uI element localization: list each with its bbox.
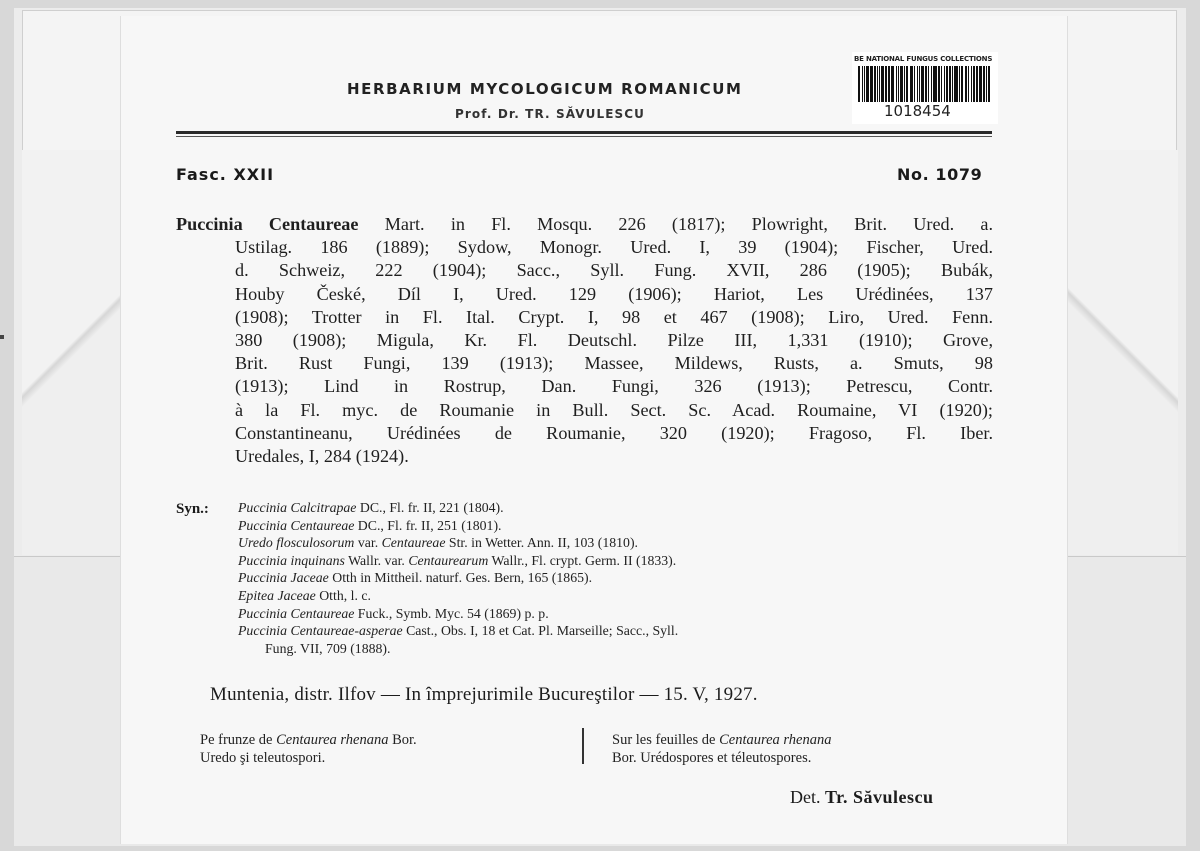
barcode-bar: [870, 66, 874, 102]
barcode-bar: [904, 66, 905, 102]
barcode-bar: [919, 66, 920, 102]
barcode-bar: [862, 66, 863, 102]
barcode-bar: [983, 66, 984, 102]
barcode-bar: [881, 66, 883, 102]
synonym-name: Puccinia Calcitrapae: [238, 500, 357, 515]
species-citation: [176, 213, 993, 468]
synonym-line: [238, 552, 994, 570]
citation-line: [176, 329, 993, 352]
envelope-left-flap: [22, 150, 122, 555]
citation-line: [176, 259, 993, 282]
barcode-bar: [933, 66, 937, 102]
barcode-bar: [959, 66, 960, 102]
synonym-line: [238, 622, 994, 640]
barcode-bar: [954, 66, 958, 102]
determiner: Det. Tr. Săvulescu: [790, 787, 934, 807]
host-ro-line-2: Uredo şi teleutospori.: [200, 750, 326, 766]
barcode-bar: [885, 66, 887, 102]
barcode-bar: [874, 66, 875, 102]
barcode-bar: [973, 66, 975, 102]
citation-line: [176, 213, 993, 236]
barcode-bar: [979, 66, 983, 102]
barcode-bar: [938, 66, 940, 102]
barcode-bar: [921, 66, 923, 102]
determiner-name: Tr. Săvulescu: [825, 787, 934, 807]
synonym-text: Cast., Obs. I, 18 et Cat. Pl. Marseille; Sacc., Syll.: [402, 623, 679, 639]
header-rule-thick: [176, 131, 992, 134]
fascicle-number: Fasc. XXII: [176, 165, 275, 184]
synonym-name: Puccinia Centaureae-asperae: [238, 623, 403, 639]
citation-text: Mart. in Fl. Mosqu. 226 (1817); Plowright, Brit. Ured. a.: [358, 214, 993, 234]
citation-text: Houby České, Díl I, Ured. 129 (1906); Hariot, Les Urédinées, 137: [235, 283, 993, 304]
citation-line: [176, 283, 993, 306]
barcode-bar: [949, 66, 950, 102]
synonym-line: [238, 640, 994, 658]
synonym-line: [238, 605, 994, 623]
exsiccata-number: No. 1079: [897, 165, 983, 184]
barcode-bar: [986, 66, 987, 102]
host-note-romanian: [200, 731, 560, 767]
host-note-separator: [582, 728, 584, 764]
barcode-bar: [877, 66, 878, 102]
synonym-name: Puccinia Jaceae: [238, 570, 329, 586]
synonym-name: Centaureae: [381, 535, 446, 551]
synonym-line: [238, 534, 994, 552]
citation-line: [176, 236, 993, 259]
synonym-name: Epitea Jaceae: [238, 587, 316, 603]
synonym-name: Puccinia Centaureae: [238, 605, 355, 621]
synonym-text: Wallr. var.: [344, 552, 409, 568]
barcode-bar: [898, 66, 899, 102]
barcode-bar: [925, 66, 927, 102]
envelope-right-flap: [1068, 150, 1178, 555]
barcode-caption: BE NATIONAL FUNGUS COLLECTIONS: [854, 55, 993, 63]
citation-text: Brit. Rust Fungi, 139 (1913); Massee, Mildews, Rusts, a. Smuts, 98: [235, 353, 993, 374]
synonym-line: [238, 587, 994, 605]
synonym-text: Otth in Mittheil. naturf. Ges. Bern, 165 (1865).: [328, 570, 593, 586]
barcode-bar: [968, 66, 969, 102]
synonym-name: Puccinia inquinans: [238, 552, 345, 568]
host-fr-line-1: Sur les feuilles de Centaurea rhenana: [612, 732, 832, 748]
barcode-bar: [879, 66, 880, 102]
synonym-text: var.: [354, 535, 382, 551]
barcode-bar: [965, 66, 967, 102]
citation-text: Constantineanu, Urédinées de Roumanie, 320 (1920); Fragoso, Fl. Iber.: [235, 422, 993, 443]
barcode-bar: [914, 66, 915, 102]
host-species: Centaurea rhenana: [719, 732, 832, 748]
host-species: Centaurea rhenana: [276, 732, 389, 748]
species-name: Puccinia Centaureae: [176, 214, 359, 234]
barcode-bar: [961, 66, 963, 102]
host-note-french: [612, 731, 997, 767]
synonym-text: Wallr., Fl. crypt. Germ. II (1833).: [488, 552, 677, 568]
header-rule-thin: [176, 136, 992, 137]
barcode-bars: [858, 66, 992, 102]
barcode-bar: [906, 66, 908, 102]
barcode-number: 1018454: [884, 102, 951, 120]
host-ro-line-1: Pe frunze de Centaurea rhenana Bor.: [200, 732, 417, 748]
barcode-bar: [941, 66, 942, 102]
synonym-text: Otth, l. c.: [315, 587, 371, 603]
barcode-bar: [858, 66, 860, 102]
barcode-bar: [931, 66, 932, 102]
citation-text: (1908); Trotter in Fl. Ital. Crypt. I, 98 et 467 (1908); Liro, Ured. Fenn.: [235, 306, 993, 327]
barcode-bar: [971, 66, 972, 102]
barcode-bar: [896, 66, 897, 102]
sheet-edge-mark: [0, 335, 4, 339]
collection-locality: Muntenia, distr. Ilfov — In împrejurimile Bucureştilor — 15. V, 1927.: [210, 684, 758, 705]
citation-text: 380 (1908); Migula, Kr. Fl. Deutschl. Pilze III, 1,331 (1910); Grove,: [235, 330, 993, 351]
synonym-name: Uredo flosculosorum: [238, 535, 355, 551]
barcode-bar: [866, 66, 868, 102]
citation-line: [176, 422, 993, 445]
synonym-text: DC., Fl. fr. II, 221 (1804).: [356, 500, 504, 515]
synonym-continuation: Fung. VII, 709 (1888).: [265, 640, 391, 656]
citation-text: à la Fl. myc. de Roumanie in Bull. Sect. Sc. Acad. Roumaine, VI (1920);: [235, 399, 993, 420]
barcode-bar: [944, 66, 945, 102]
synonym-line: [238, 569, 994, 587]
herbarium-title: HERBARIUM MYCOLOGICUM ROMANICUM: [347, 80, 743, 98]
barcode-bar: [976, 66, 977, 102]
citation-text: Ustilag. 186 (1889); Sydow, Monogr. Ured. I, 39 (1904); Fischer, Ured.: [235, 237, 993, 258]
synonym-text: DC., Fl. fr. II, 251 (1801).: [354, 517, 502, 533]
synonym-name: Centaurearum: [408, 552, 489, 568]
barcode-bar: [946, 66, 948, 102]
synonym-text: Fuck., Symb. Myc. 54 (1869) p. p.: [354, 605, 549, 621]
barcode-bar: [910, 66, 914, 102]
host-fr-line-2: Bor. Urédospores et téleutospores.: [612, 750, 812, 766]
citation-text: Uredales, I, 284 (1924).: [235, 446, 409, 467]
citation-line: [176, 352, 993, 375]
barcode-bar: [917, 66, 918, 102]
barcode-bar: [891, 66, 895, 102]
barcode-bar: [988, 66, 990, 102]
citation-line: [176, 375, 993, 398]
citation-line: [176, 399, 993, 422]
synonym-name: Puccinia Centaureae: [238, 517, 355, 533]
synonyms-label: Syn.:: [176, 501, 209, 517]
citation-text: (1913); Lind in Rostrup, Dan. Fungi, 326 (1913); Petrescu, Contr.: [235, 376, 993, 397]
herbarium-subtitle: Prof. Dr. TR. SĂVULESCU: [455, 107, 646, 121]
citation-line: [176, 306, 993, 329]
barcode-bar: [864, 66, 865, 102]
citation-line: [176, 445, 993, 468]
barcode-bar: [952, 66, 953, 102]
synonym-line: [238, 517, 994, 535]
citation-text: d. Schweiz, 222 (1904); Sacc., Syll. Fung. XVII, 286 (1905); Bubák,: [235, 260, 993, 281]
synonym-text: Str. in Wetter. Ann. II, 103 (1810).: [445, 535, 638, 551]
synonym-line: [238, 499, 994, 517]
barcode-bar: [900, 66, 902, 102]
synonyms-list: [238, 499, 994, 657]
barcode-bar: [888, 66, 889, 102]
barcode-bar: [928, 66, 929, 102]
